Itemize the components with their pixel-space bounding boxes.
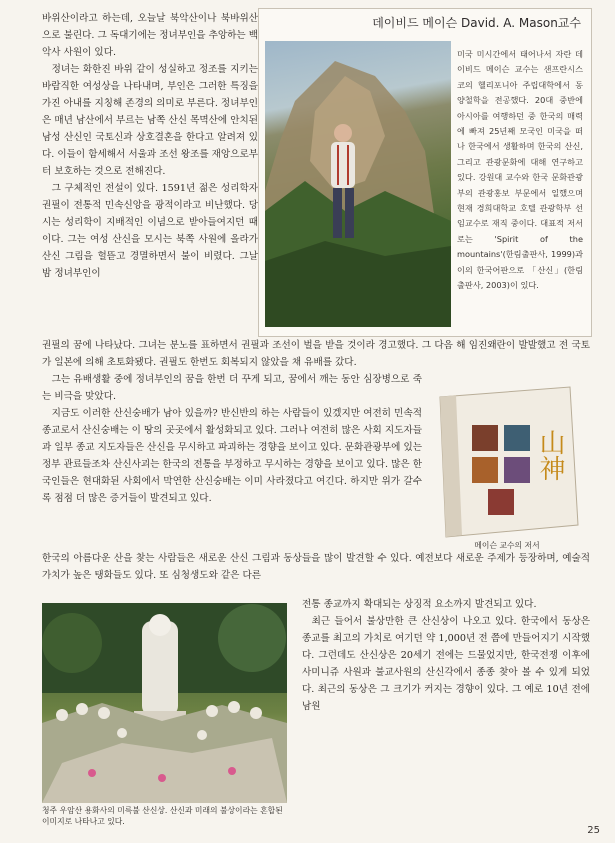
photo-caption: 청주 우암산 용화사의 미륵불 산신상. 산신과 미래의 불상이라는 혼합된 이미지로 나타나고 있다. (42, 806, 283, 826)
paragraph: 그 구체적인 전설이 있다. 1591년 젊은 성리학자 권필이 전통적 민속신앙을 광적이라고 비난했다. 당시는 성리학이 지배적인 이념으로 받아들여지던 때이다. 그는 여성 산신을 모시는 북쪽 사원에 올라가 산신 그림을 헐뜯고 경멸하면서 불이 비렸다. 그날 밤 정녀부인이 (42, 183, 258, 279)
paragraph: 권필의 꿈에 나타났다. 그녀는 분노를 표하면서 권필과 조선이 벌을 받을 것이라 경고했다. 그 다음 해 임진왜란이 발발했고 전 국토가 일본에 의해 초토화됐다. 권필도 한번도 회복되지 않았을 채 유배를 갔다. (42, 340, 590, 368)
author-bio (457, 47, 583, 294)
author-photo-illustration (265, 41, 451, 327)
profile-header: 데이비드 메이슨 David. A. Mason교수 (372, 16, 581, 30)
bio-text: 미국 미시간에서 태어나서 자란 데이비드 메이슨 교수는 샌프란시스코의 헬리포니아 주립대학에서 동양철학을 전공했다. 20대 중반에 아시아를 여행하던 중 한국의 매력에 빠져 25년째 모국인 미국을 떠나 한국에서 생활하며 한국의 산신, 그리고 관광문화에 대해 연구하고 있다. 강원대 교수와 한국 문화관광부의 관광홍보 부문에서 일했으며 현재 경희대학교 호텔 관광학부 선임교수로 재직 중이다. 대표적 저서로는 'Spirit of the mountains'(한림출판사, 1999)과 이의 한국어판으로 「산신」(한림출판사, 2003)이 있다. (457, 49, 583, 291)
paragraph: 정녀는 화한진 바위 같이 성실하고 정조를 지키는 바람직한 여성상을 나타내며, 부인은 그러한 특징을 가진 아내를 지칭해 존경의 의미로 부른다. 정녀부인은 매년 남산에서 부르는 남쪽 산신 목멱산에 안치된 남성 산신인 국토신과 상호결혼을 한다고 알려져 있다. 이들이 함세해서 서울과 조선 왕조를 재앙으로부터 보호하는 것으로 전해진다. (42, 64, 258, 177)
paragraph: 전통 종교까지 확대되는 상징적 요소까지 발견되고 있다. (302, 599, 537, 610)
author-photo (265, 41, 451, 327)
article-body-full-2 (42, 550, 590, 584)
paragraph: 그는 유배생활 중에 정녀부인의 꿈을 한번 더 꾸게 되고, 꿈에서 깨는 동안 심장병으로 죽는 비극을 맞았다. (42, 374, 422, 402)
statue-photo-illustration (42, 603, 287, 803)
paragraph: 한국의 아름다운 산을 찾는 사람들은 새로운 산신 그림과 동상들을 많이 발견할 수 있다. 예전보다 새로운 주제가 등장하며, 예술적 가치가 높은 탱화들도 있다. 또 심청생도와 같은 다른 (42, 553, 590, 581)
statue-photo (42, 603, 287, 803)
author-profile-box (258, 8, 592, 337)
paragraph: 지금도 이러한 산신숭배가 남아 있을까? 반신반의 하는 사람들이 있겠지만 여전히 민속적 종교로서 산신숭배는 이 땅의 곳곳에서 활성화되고 있다. 그러나 여전히 많은 사회 지도자들과 일부 종교 지도자들은 산신을 무시하고 파괴하는 경향을 보이고 있다. 문화관광부에 있는 정부 관료들조차 산신사괴는 한국의 전통을 부정하고 무시하는 경향을 보이고 있다. 많은 한국인들은 현대화된 사회에서 막연한 산신숭배는 이미 사라졌다고 여긴다. 하지만 위가 갈수록 점점 더 많은 증거들이 발견되고 있다. (42, 408, 422, 504)
article-column-top (42, 10, 258, 282)
paragraph: 바위산이라고 하는데, 오늘날 북악산이나 북바위산으로 불린다. 그 독대기에는 정녀부인을 추앙하는 백악사 사원이 있다. (42, 13, 258, 58)
book-cover-image (432, 385, 582, 540)
article-column-right (302, 596, 590, 715)
book-caption: 메이슨 교수의 저서 (474, 541, 540, 550)
book-illustration (432, 385, 582, 540)
book-title: 山神 (535, 429, 565, 481)
page-number: 25 (587, 825, 600, 836)
paragraph: 최근 들어서 불상만한 큰 산신상이 나오고 있다. 한국에서 동상은 종교를 최고의 가치로 여기던 약 1,000년 전 쯤에 만들어지기 시작했다. 그런데도 산신상은 20세기 전에는 드물었지만, 한국전쟁 이후에 사미니쥬 사원과 불교사원의 산신각에서 종종 찾아 볼 수 있게 되었다. 최근의 동상은 그 크기가 커지는 경향이 있다. 그 예로 10년 전에 남원 (302, 616, 590, 712)
